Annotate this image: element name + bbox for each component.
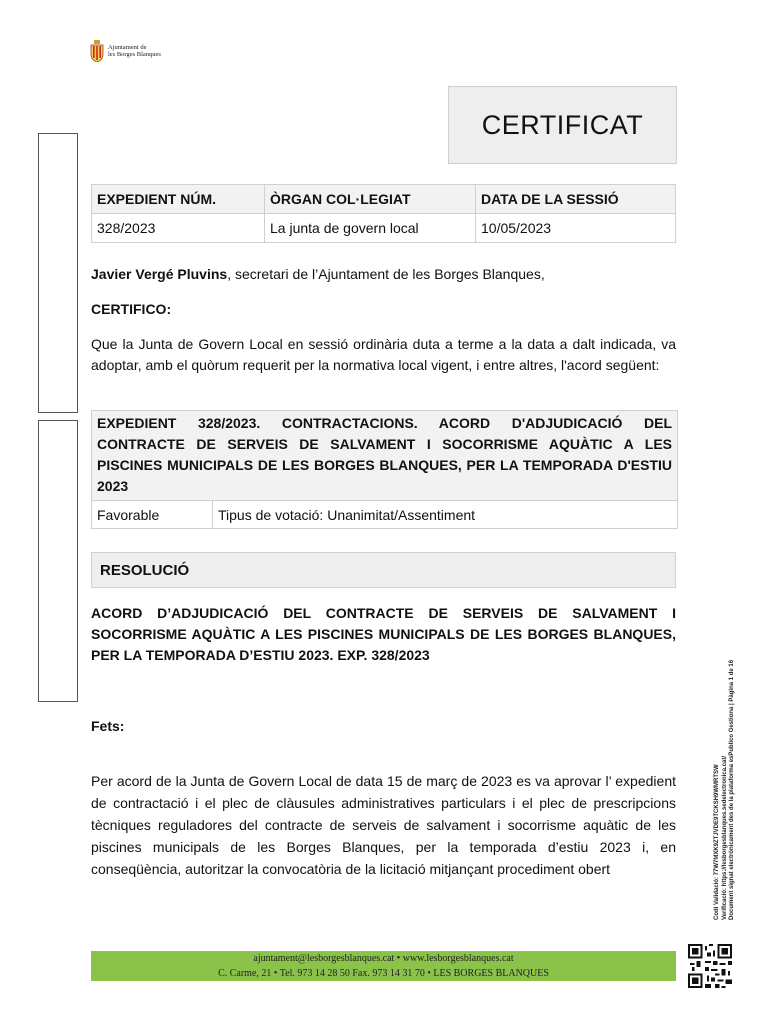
footer	[91, 951, 676, 981]
header-session-date: DATA DE LA SESSIÓ	[476, 185, 676, 214]
expedient-info-table	[91, 184, 676, 243]
vote-row	[92, 500, 677, 528]
vote-result: Favorable	[92, 501, 213, 528]
secretary-line	[91, 264, 676, 285]
signature-note: Document signat electrònicament des de la plataforma esPublico Gestiona | Pàgina 1 de 16	[729, 659, 735, 920]
expedient-number: 328/2023	[92, 214, 265, 243]
table-row	[92, 214, 676, 243]
logo	[90, 36, 170, 66]
vote-type: Tipus de votació: Unanimitat/Assentiment	[218, 506, 476, 523]
validation-stamp	[714, 580, 737, 920]
qr-code-icon	[688, 944, 732, 988]
header-organ: ÒRGAN COL·LEGIAT	[265, 185, 476, 214]
organ-name: La junta de govern local	[265, 214, 476, 243]
resolution-title: ACORD D’ADJUDICACIÓ DEL CONTRACTE DE SERVEIS DE SALVAMENT I SOCORRISME AQUÀTIC A LES PISCINES MUNICIPALS DE LES BORGES BLANQUES, PER LA TEMPORADA D’ESTIU 2023. EXP. 328/2023	[91, 605, 676, 663]
resolution-heading: RESOLUCIÓ	[91, 552, 676, 588]
logo-text-line2: les Borges Blanques	[108, 51, 161, 58]
coat-of-arms-icon	[90, 40, 104, 62]
secretary-name: Javier Vergé Pluvins	[91, 266, 228, 282]
footer-address: C. Carme, 21 • Tel. 973 14 28 50 Fax. 973 14 31 70 • LES BORGES BLANQUES	[218, 968, 549, 979]
table-header-row	[92, 185, 676, 214]
fets-label: Fets:	[91, 718, 125, 734]
verification-url[interactable]: Verificació: https://lesborgesblanques.sedelectronica.cat/	[721, 755, 728, 920]
secretary-title: , secretari de l’Ajuntament de les Borges Blanques,	[227, 266, 545, 282]
intro-paragraph: Que la Junta de Govern Local en sessió ordinària duta a terme a la data a dalt indicada, va adoptar, amb el quòrum requerit per la normativa local vigent, i entre altres, l'acord següent:	[91, 336, 676, 373]
certifico-label: CERTIFICO:	[91, 301, 172, 317]
expedient-box	[91, 410, 678, 529]
header-expedient-num: EXPEDIENT NÚM.	[92, 185, 265, 214]
expedient-title: EXPEDIENT 328/2023. CONTRACTACIONS. ACORD D'ADJUDICACIÓ DEL CONTRACTE DE SERVEIS DE SALVAMENT I SOCORRISME AQUÀTIC A LES PISCINES MUNICIPALS DE LES BORGES BLANQUES, PER LA TEMPORADA D'ESTIU 2023	[92, 411, 677, 500]
session-date: 10/05/2023	[476, 214, 676, 243]
fets-paragraph: Per acord de la Junta de Govern Local de data 15 de març de 2023 es va aprovar l’ expedient de contractació i el plec de clàusules administratives particulars i el plec de prescripcions tècniques reguladores del contracte de serveis de salvament i socorrisme aquàtic de les piscines municipals de les Borges Blanques, per la temporada d’estiu 2023 i, en conseqüència, autoritzar la convocatòria de la licitació mitjançant procediment obert	[91, 773, 676, 877]
left-margin-box-bottom	[38, 420, 78, 702]
footer-contact: ajuntament@lesborgesblanques.cat • www.lesborgesblanques.cat	[253, 953, 514, 964]
logo-text-line1: Ajuntament de	[108, 44, 147, 51]
certificate-title: CERTIFICAT	[448, 86, 677, 164]
validation-code: Codi Validació: 77W7MXK9ZTJVDE9TCKSH9WMRTSW	[714, 764, 720, 920]
left-margin-box-top	[38, 133, 78, 413]
